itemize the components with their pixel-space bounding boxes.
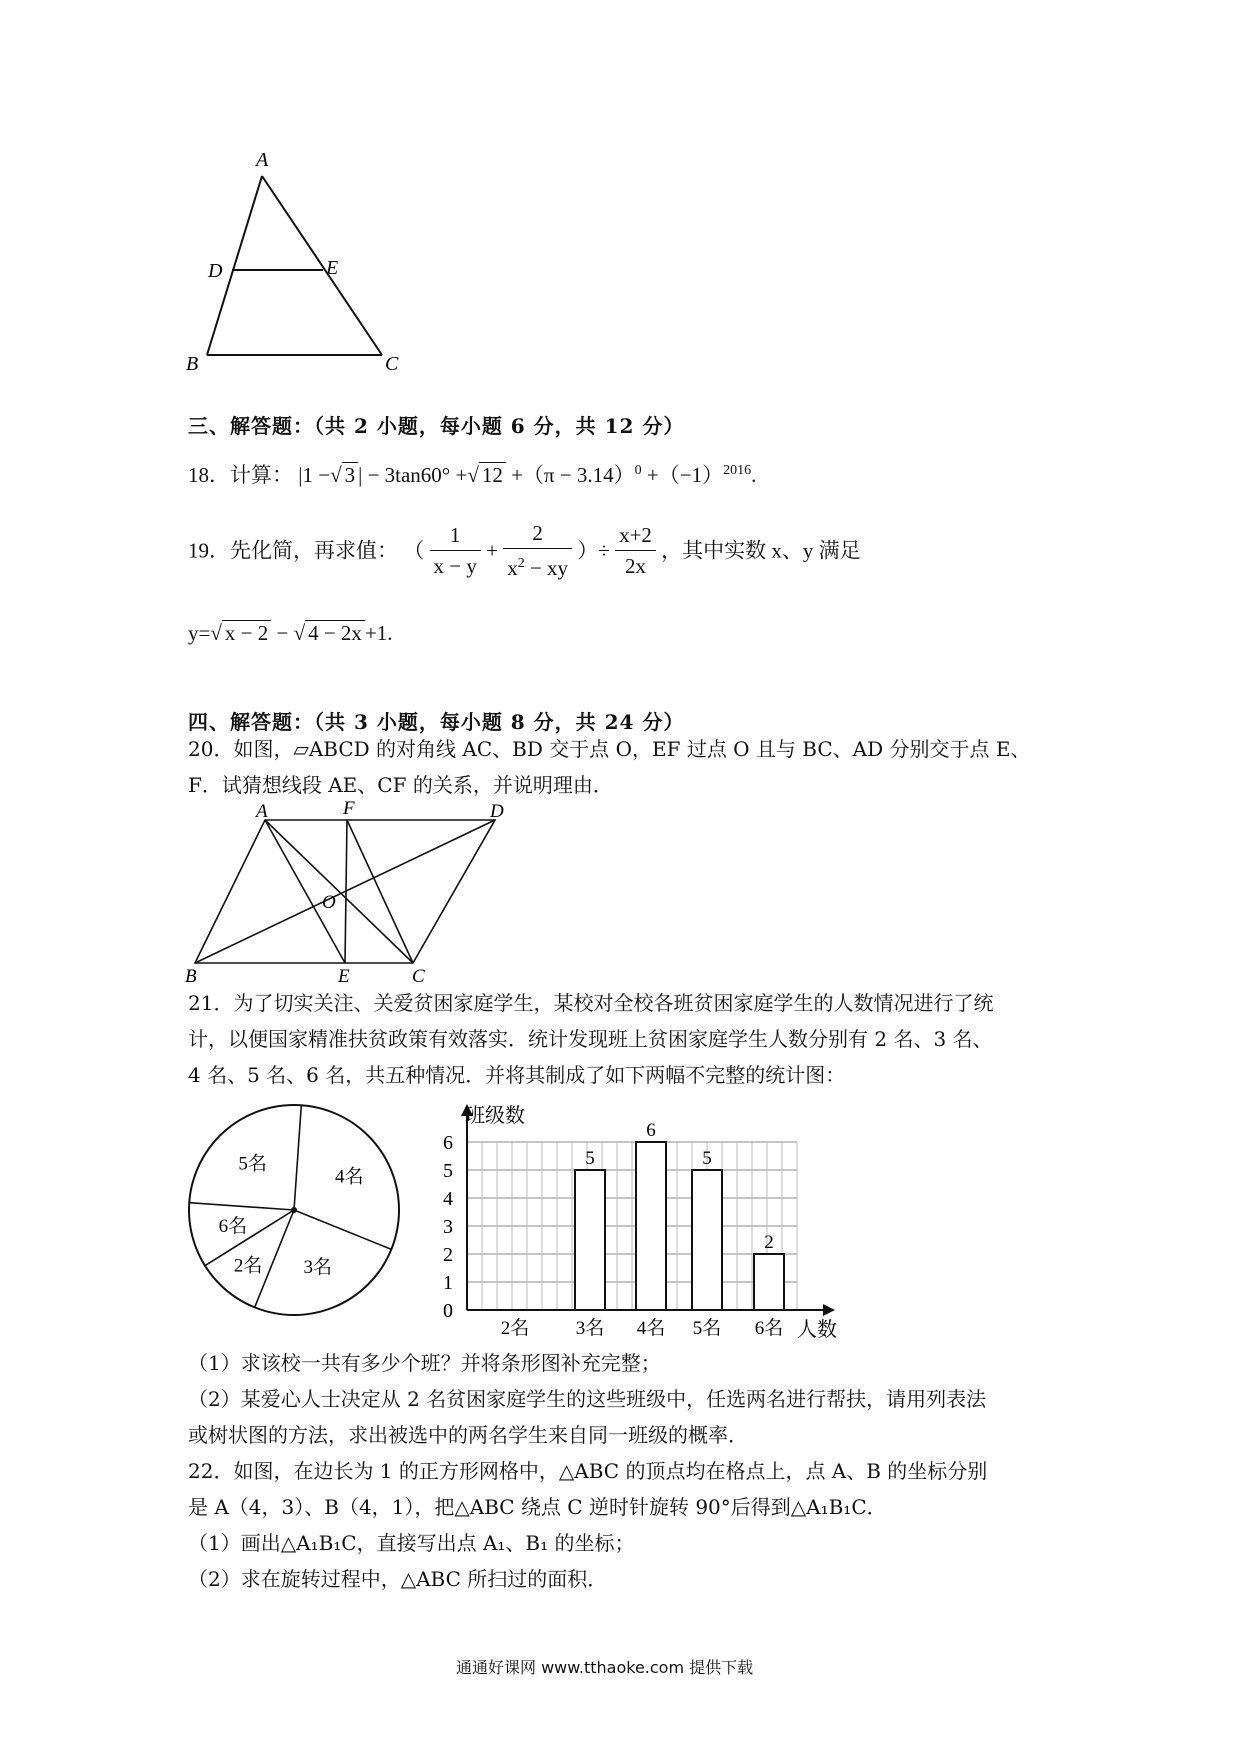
q22-sub-1: （1）画出△A₁B₁C，直接写出点 A₁、B₁ 的坐标； <box>188 1531 635 1555</box>
q20-line-2: F．试猜想线段 AE、CF 的关系，并说明理由． <box>188 773 613 797</box>
pie-label-3: 6名 <box>218 1216 248 1238</box>
y-tick-label-6: 6 <box>443 1132 453 1154</box>
q19-number: 19．先化简，再求值： <box>188 538 398 563</box>
label-d: D <box>490 801 504 822</box>
section3-title: 三、解答题：（共 2 小题，每小题 6 分，共 12 分） <box>188 414 685 438</box>
pie-boundary-1 <box>294 1210 391 1249</box>
bar-4 <box>754 1254 784 1310</box>
sqrt-sign: √ <box>467 463 479 487</box>
q18-term2: − 3tan60° <box>367 463 451 487</box>
label-f: F <box>343 800 355 819</box>
q19-f1-denominator: x − y <box>433 554 477 578</box>
q18-term5: +（−1） <box>646 463 724 487</box>
side-ac <box>262 176 382 355</box>
pie-chart <box>182 1098 412 1318</box>
question-18 <box>188 458 756 488</box>
bar-chart-ylabel: 班级数 <box>465 1105 525 1127</box>
q18-number: 18．计算： <box>188 463 293 487</box>
q18-term3-radicand: 12 <box>479 462 506 487</box>
y-tick-label-1: 1 <box>443 1272 453 1294</box>
label-o: O <box>322 892 336 913</box>
sqrt-sign: √ <box>330 463 342 487</box>
label-b: B <box>186 353 199 375</box>
y-tick-label-0: 0 <box>443 1300 453 1322</box>
x-tick-label-2: 4名 <box>636 1318 666 1339</box>
segment-ef <box>345 820 347 963</box>
q19-paren-close: ）÷ <box>577 538 610 563</box>
bar-data-label-4: 2 <box>764 1232 774 1253</box>
q21-line-2: 计，以便国家精准扶贫政策有效落实．统计发现班上贫困家庭学生人数分别有 2 名、3 名、 <box>188 1027 993 1051</box>
pie-label-4: 5名 <box>238 1153 267 1175</box>
page-footer: 通通好课网 www.tthaoke.com 提供下载 <box>456 1658 754 1677</box>
q19-fraction-2 <box>503 518 572 583</box>
label-e: E <box>338 966 350 985</box>
x-tick-label-0: 2名 <box>500 1318 530 1339</box>
q19-paren-open: （ <box>403 538 425 563</box>
q22-line-2: 是 A（4，3）、B（4，1），把△ABC 绕点 C 逆时针旋转 90°后得到△A₁B₁C． <box>188 1495 887 1519</box>
pie-center <box>291 1207 297 1213</box>
q21-sub-2-line-1: （2）某爱心人士决定从 2 名贫困家庭学生的这些班级中，任选两名进行帮扶，请用列表法 <box>188 1387 987 1411</box>
bar-data-label-1: 5 <box>585 1148 595 1169</box>
q21-sub-2-line-2: 或树状图的方法，求出被选中的两名学生来自同一班级的概率． <box>188 1423 748 1447</box>
diagonal-ac <box>265 820 413 963</box>
label-e: E <box>326 257 339 279</box>
bar-3 <box>692 1170 722 1310</box>
label-d: D <box>208 260 223 282</box>
label-a: A <box>256 150 269 171</box>
q21-sub-1: （1）求该校一共有多少个班？并将条形图补充完整； <box>188 1351 661 1375</box>
bar-chart-xlabel: 人数 <box>797 1319 837 1340</box>
q18-term4-exp: 0 <box>634 463 642 478</box>
q18-end: . <box>751 463 757 487</box>
q18-term5-exp: 2016 <box>723 463 752 478</box>
bar-2 <box>636 1142 666 1310</box>
q19-cond-pre: y= <box>188 621 211 645</box>
q19-f3-numerator: x+2 <box>615 520 656 551</box>
y-tick-label-3: 3 <box>443 1216 453 1238</box>
q19-plus: + <box>486 538 498 563</box>
bar-chart <box>425 1100 855 1340</box>
q21-line-1: 21．为了切实关注、关爱贫困家庭学生，某校对全校各班贫困家庭学生的人数情况进行了统 <box>188 991 994 1015</box>
y-tick-label-4: 4 <box>443 1188 453 1210</box>
section4-title: 四、解答题：（共 3 小题，每小题 8 分，共 24 分） <box>188 710 685 734</box>
label-c: C <box>412 966 425 985</box>
pie-label-1: 3名 <box>303 1257 333 1279</box>
q22-line-1: 22．如图，在边长为 1 的正方形网格中，△ABC 的顶点均在格点上，点 A、B 的坐标分别 <box>188 1459 988 1483</box>
q19-f1-numerator: 1 <box>430 520 481 551</box>
x-tick-label-3: 5名 <box>692 1318 722 1339</box>
q19-fraction-3 <box>615 520 656 581</box>
bar-data-label-2: 6 <box>646 1120 656 1141</box>
q18-term1-radicand: 3 <box>342 462 359 487</box>
q18-term1-open: |1 − <box>298 463 331 487</box>
q19-fraction-1 <box>430 520 481 581</box>
label-b: B <box>185 966 197 985</box>
y-tick-label-5: 5 <box>443 1160 453 1182</box>
pie-boundary-0 <box>294 1105 301 1210</box>
q21-line-3: 4 名、5 名、6 名，共五种情况．并将其制成了如下两幅不完整的统计图： <box>188 1063 846 1087</box>
sqrt-sign: √ <box>293 621 306 645</box>
q20-line-1: 20．如图，▱ABCD 的对角线 AC、BD 交于点 O，EF 过点 O 且与 BC、AD 分别交于点 E、 <box>188 737 1031 761</box>
q18-term3-pre: + <box>455 463 468 487</box>
q19-cond-radicand-1: x − 2 <box>222 620 271 645</box>
question-19 <box>188 518 861 583</box>
q19-f2-denominator: $x^2$ − xy <box>507 556 569 580</box>
pie-label-0: 4名 <box>334 1166 364 1188</box>
label-c: C <box>385 353 399 375</box>
y-tick-label-2: 2 <box>443 1244 453 1266</box>
label-a: A <box>256 801 268 822</box>
q19-tail: ，其中实数 x、y 满足 <box>661 538 861 563</box>
q19-condition <box>188 620 393 646</box>
q19-cond-radicand-2: 4 − 2x <box>305 620 365 645</box>
bar-data-label-3: 5 <box>702 1148 712 1169</box>
q19-cond-end: +1. <box>364 621 393 645</box>
x-tick-label-1: 3名 <box>575 1318 605 1339</box>
q18-term1-close: | <box>358 463 363 487</box>
bar-1 <box>575 1170 605 1310</box>
pie-label-2: 2名 <box>233 1255 263 1277</box>
sqrt-sign: √ <box>210 621 222 645</box>
q18-term4: +（π − 3.14） <box>511 463 635 487</box>
x-axis-arrow <box>823 1304 835 1316</box>
q19-f3-denominator: 2x <box>624 554 646 578</box>
segment-cf <box>347 820 413 963</box>
q22-sub-2: （2）求在旋转过程中，△ABC 所扫过的面积． <box>188 1567 608 1591</box>
triangle-figure <box>180 150 420 380</box>
parallelogram-figure <box>180 800 520 985</box>
x-tick-label-4: 6名 <box>754 1318 784 1339</box>
pie-boundary-4 <box>189 1203 294 1210</box>
q19-cond-mid: − <box>276 621 289 645</box>
q19-f2-numerator: 2 <box>503 518 572 549</box>
